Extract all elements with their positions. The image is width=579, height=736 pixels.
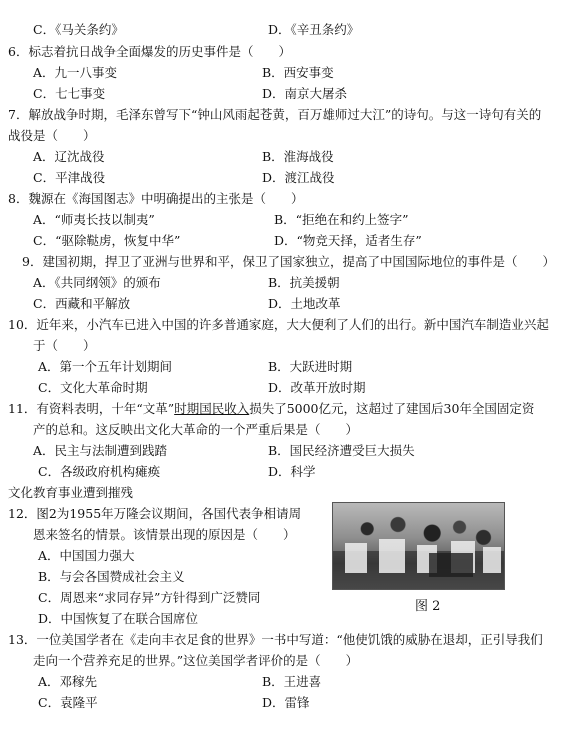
- q11-underlined-text: 时期国民收入: [174, 401, 250, 416]
- q6-option-c: C．七七事变: [33, 86, 106, 101]
- q13-option-a: A．邓稼先: [38, 674, 98, 689]
- q9-option-a: A．《共同纲领》的颁布: [33, 275, 161, 290]
- q13-option-d: D．雷锋: [262, 695, 310, 710]
- q11-option-d: D．科学: [268, 464, 316, 479]
- q9-stem: 9．建国初期，捍卫了亚洲与世界和平，保卫了国家独立，提高了中国国际地位的事件是（ ）: [22, 254, 555, 269]
- q9-option-b: B．抗美援朝: [268, 275, 340, 290]
- q7-option-a: A．辽沈战役: [33, 149, 105, 164]
- q11-text-part2: 损失了5000亿元，这超过了建国后30年全国固定资: [249, 401, 535, 416]
- q10-option-d: D．改革开放时期: [268, 380, 366, 395]
- q13-stem-line1: 13．一位美国学者在《走向丰衣足食的世界》一书中写道：“他使饥饿的威胁在退却，正引导我们: [8, 632, 543, 647]
- q8-option-a: A．“师夷长技以制夷”: [33, 212, 155, 227]
- q6-stem: 6．标志着抗日战争全面爆发的历史事件是（ ）: [8, 44, 291, 59]
- q12-option-b: B．与会各国赞成社会主义: [38, 569, 185, 584]
- q7-stem-line1: 7．解放战争时期，毛泽东曾写下“钟山风雨起苍黄，百万雄师过大江”的诗句。与这一诗句有关的: [8, 107, 542, 122]
- q10-stem-line2: 于（ ）: [33, 338, 96, 353]
- q6-option-a: A．九一八事变: [33, 65, 118, 80]
- q7-stem-line2: 战役是（ ）: [8, 128, 96, 143]
- q10-option-a: A．第一个五年计划期间: [38, 359, 173, 374]
- q8-option-b: B．“拒绝在和约上签字”: [274, 212, 409, 227]
- q5-option-d: D．《辛丑条约》: [268, 22, 360, 37]
- figure-2-photo: [332, 502, 505, 590]
- q10-option-b: B．大跃进时期: [268, 359, 353, 374]
- q10-stem-line1: 10．近年来，小汽车已进入中国的许多普通家庭，大大便利了人们的出行。新中国汽车制造业兴起: [8, 317, 549, 332]
- q7-option-d: D．渡江战役: [262, 170, 335, 185]
- q5-option-c: C．《马关条约》: [33, 22, 124, 37]
- q11-stem-line2: 产的总和。这反映出文化大革命的一个严重后果是（ ）: [33, 422, 359, 437]
- q11-stem-line1: [8, 401, 534, 417]
- q13-option-b: B．王进喜: [262, 674, 322, 689]
- q12-option-c: C．周恩来“求同存异”方针得到广泛赞同: [38, 590, 261, 605]
- q11-option-d-continued: 文化教育事业遭到摧残: [8, 485, 134, 500]
- q8-option-c: C．“驱除鞑虏，恢复中华”: [33, 233, 181, 248]
- q7-option-c: C．平津战役: [33, 170, 106, 185]
- q8-option-d: D．“物竞天择，适者生存”: [274, 233, 422, 248]
- q6-option-b: B．西安事变: [262, 65, 334, 80]
- q6-option-d: D．南京大屠杀: [262, 86, 348, 101]
- q11-option-b: B．国民经济遭受巨大损失: [268, 443, 415, 458]
- q10-option-c: C．文化大革命时期: [38, 380, 148, 395]
- q11-option-a: A．民主与法制遭到践踏: [33, 443, 168, 458]
- q11-option-c: C．各级政府机构瘫痪: [38, 464, 161, 479]
- q13-option-c: C．袁隆平: [38, 695, 98, 710]
- q12-option-a: A．中国国力强大: [38, 548, 135, 563]
- q11-text-part1: 11．有资料表明，十年“文革”: [8, 401, 175, 416]
- q7-option-b: B．淮海战役: [262, 149, 334, 164]
- q12-stem-line1: 12．图2为1955年万隆会议期间，各国代表争相请周: [8, 506, 302, 521]
- q12-option-d: D．中国恢复了在联合国席位: [38, 611, 199, 626]
- q13-stem-line2: 走向一个营养充足的世界。”这位美国学者评价的是（ ）: [33, 653, 359, 668]
- q8-stem: 8．魏源在《海国图志》中明确提出的主张是（ ）: [8, 191, 304, 206]
- figure-2-caption: 图 2: [415, 599, 441, 614]
- q9-option-d: D．土地改革: [268, 296, 341, 311]
- q9-option-c: C．西藏和平解放: [33, 296, 131, 311]
- q12-stem-line2: 恩来签名的情景。该情景出现的原因是（ ）: [33, 527, 296, 542]
